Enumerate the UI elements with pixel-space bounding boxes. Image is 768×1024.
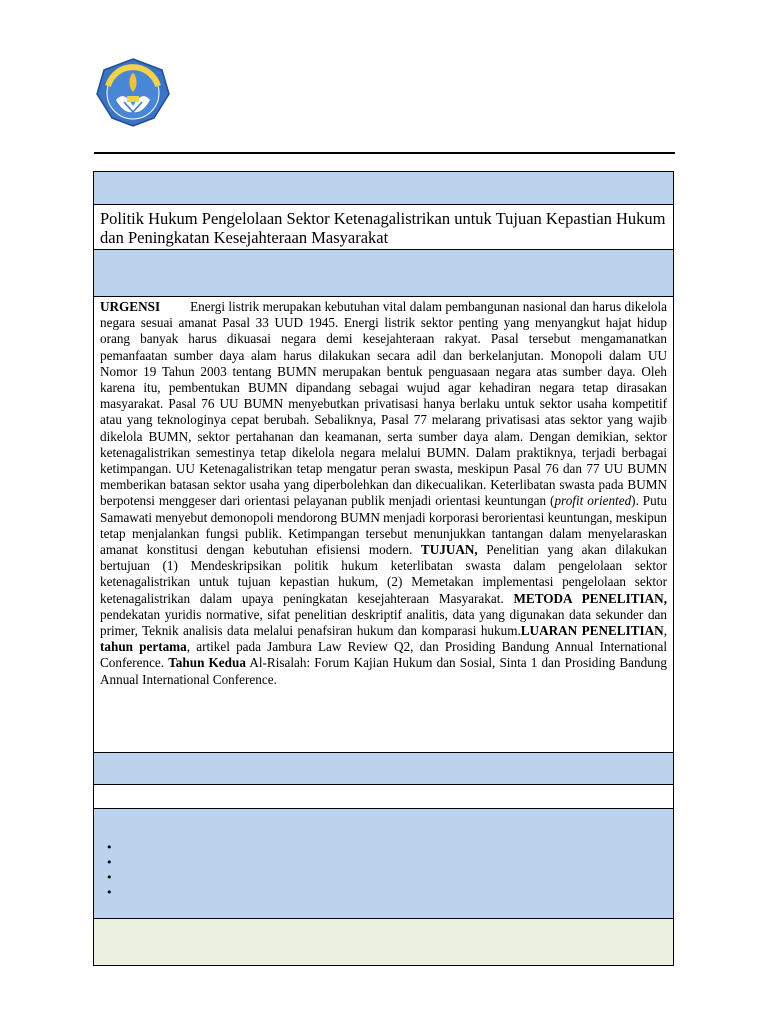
list-cell [94, 809, 673, 919]
luaran-label: LUARAN PENELITIAN [520, 623, 664, 639]
tujuan-text: Penelitian yang akan dilakukan bertujuan (1) Mendeskripsikan politik hukum keterlibatan swasta dalam pengelolaan sektor ketenagalistrikan untuk tujuan kepastian hukum, (2) Memetakan implementasi pengelolaan sektor ketenagalistrikan dalam upaya peningkatan kesejahteraan Masyarakat. [100, 542, 667, 606]
title-cell [94, 205, 673, 250]
footer-cell [94, 919, 673, 965]
list-item [106, 869, 113, 884]
metoda-label: METODA PENELITIAN, [513, 590, 667, 606]
tujuan-label: TUJUAN, [420, 542, 478, 558]
luaran-comma: , [663, 623, 667, 639]
kemdikbud-logo [94, 56, 172, 128]
tahun-pertama-text: , artikel pada Jambura Law Review Q2, dan Prosiding Bandung Annual International Conference. [100, 639, 667, 671]
list-item [106, 854, 113, 869]
urgensi-label: URGENSI [100, 299, 161, 314]
keyword-header-cell [94, 753, 673, 785]
research-title: Politik Hukum Pengelolaan Sektor Ketenagalistrikan untuk Tujuan Kepastian Hukum dan Peningkatan Kesejahteraan Masyarakat [100, 209, 666, 247]
proposal-table [93, 171, 674, 966]
header-rule [94, 152, 675, 154]
keyword-cell [94, 785, 673, 809]
tahun-kedua-label: Tahun Kedua [168, 655, 246, 671]
abstract-header-cell [94, 250, 673, 297]
profit-oriented-text: profit oriented [554, 493, 632, 509]
metoda-text: pendekatan yuridis normative, sifat penelitian deskriptif analitis, data yang digunakan data sekunder dan primer, Teknik analisis data melalui penafsiran hukum dan komparasi hukum. [100, 606, 667, 639]
title-header-cell [94, 172, 673, 205]
urgensi-text: Energi listrik merupakan kebutuhan vital dalam pembangunan nasional dan harus dikelola negara sesuai amanat Pasal 33 UUD 1945. Energi listrik sektor penting yang menyangkut hajat hidup orang banyak harus dikuasai negara demi kesejahteraan rakyat. Pasal tersebut mengamanatkan pemanfaatan sumber daya alam harus dilakukan secara adil dan berkelanjutan. Monopoli dalam UU Nomor 19 Tahun 2003 tentang BUMN merupakan bentuk penguasaan negara atas sumber daya. Oleh karena itu, pembentukan BUMN dipandang sebagai wujud agar kehadiran negara tetap dirasakan masyarakat. Pasal 76 UU BUMN menyebutkan privatisasi hanya berlaku untuk sektor usaha kompetitif atau yang teknologinya cepat berubah. Sebaliknya, Pasal 77 melarang privatisasi atas sektor yang wajib dikelola BUMN, sektor pertahanan dan keamanan, serta sumber daya alam. Dengan demikian, sektor ketenagalistrikan semestinya tetap dikelola negara melalui BUMN. Dalam praktiknya, terjadi berbagai ketimpangan. UU Ketenagalistrikan tetap mengatur peran swasta, meskipun Pasal 76 dan 77 UU BUMN memberikan batasan sektor usaha yang diperbolehkan dan dikecualikan. Keterlibatan swasta pada BUMN berpotensi menggeser dari orientasi pelayanan publik menjadi orientasi keuntungan ( [100, 299, 667, 509]
list-item [106, 884, 113, 899]
tahun-kedua-text: Al-Risalah: Forum Kajian Hukum dan Sosial, Sinta 1 dan Prosiding Bandung Annual International Conference. [100, 655, 667, 687]
abstract-cell [94, 297, 673, 753]
tahun-pertama-label: tahun pertama [100, 639, 187, 655]
list-item [106, 839, 113, 854]
urgensi-text-2: ). Putu Samawati menyebut demonopoli mendorong BUMN menjadi korporasi berorientasi keuntungan, meskipun tetap menjalankan fungsi publik. Ketimpangan tersebut menunjukkan tantangan dalam menyelaraskan amanat konstitusi dengan kebutuhan efisiensi modern. [100, 493, 667, 558]
bullet-list [106, 839, 113, 899]
